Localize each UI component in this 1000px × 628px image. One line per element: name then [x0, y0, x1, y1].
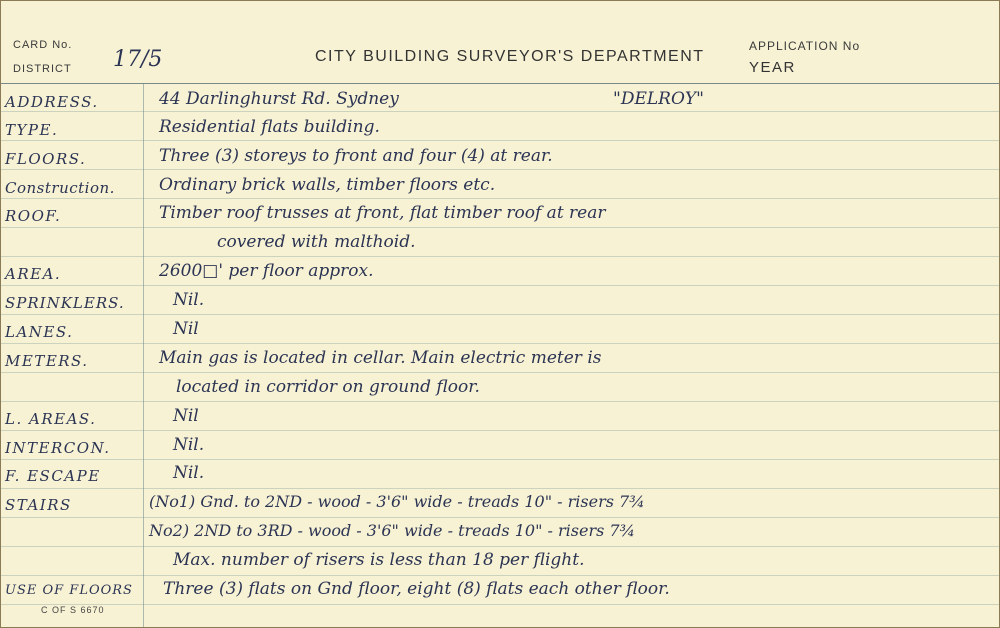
floors-value: Three (3) storeys to front and four (4) at rear.: [159, 146, 553, 166]
l-areas-value: Nil: [173, 406, 199, 426]
district-value: 17/5: [113, 47, 163, 72]
construction-value: Ordinary brick walls, timber floors etc.: [159, 175, 496, 195]
use-of-floors-label: USE OF FLOORS: [5, 583, 133, 598]
construction-label: Construction.: [5, 179, 115, 197]
stairs-value-3: Max. number of risers is less than 18 per flight.: [173, 550, 585, 570]
address-value: 44 Darlinghurst Rd. Sydney: [159, 89, 399, 109]
form-code: C OF S 6670: [41, 605, 105, 615]
floors-label: FLOORS.: [5, 150, 87, 168]
intercon-value: Nil.: [173, 435, 205, 455]
year-label: YEAR: [749, 59, 796, 76]
stairs-label: STAIRS: [5, 496, 72, 514]
f-escape-value: Nil.: [173, 463, 205, 483]
district-label: DISTRICT: [13, 63, 72, 75]
use-of-floors-value: Three (3) flats on Gnd floor, eight (8) flats each other floor.: [163, 579, 670, 599]
roof-value-continued: covered with malthoid.: [217, 232, 416, 252]
card-header: [1, 1, 1000, 84]
intercon-label: INTERCON.: [5, 439, 111, 457]
roof-value: Timber roof trusses at front, flat timber roof at rear: [159, 203, 606, 223]
address-label: ADDRESS.: [5, 93, 99, 111]
lanes-value: Nil: [173, 319, 199, 339]
area-value: 2600□' per floor approx.: [159, 261, 374, 281]
sprinklers-value: Nil.: [173, 290, 205, 310]
meters-value-continued: located in corridor on ground floor.: [176, 377, 480, 397]
department-title: CITY BUILDING SURVEYOR'S DEPARTMENT: [315, 48, 705, 65]
type-label: TYPE.: [5, 121, 59, 139]
area-label: AREA.: [5, 265, 62, 283]
sprinklers-label: SPRINKLERS.: [5, 294, 125, 312]
l-areas-label: L. AREAS.: [5, 410, 97, 428]
building-name: "DELROY": [613, 89, 704, 109]
label-column-divider: [143, 83, 144, 628]
stairs-value-1: (No1) Gnd. to 2ND - wood - 3'6" wide - treads 10" - risers 7¾: [149, 492, 645, 511]
lanes-label: LANES.: [5, 323, 74, 341]
roof-label: ROOF.: [5, 207, 62, 225]
card-no-label: CARD No.: [13, 39, 73, 51]
type-value: Residential flats building.: [159, 117, 380, 137]
meters-label: METERS.: [5, 352, 89, 370]
meters-value: Main gas is located in cellar. Main electric meter is: [159, 348, 602, 368]
f-escape-label: F. ESCAPE: [5, 467, 101, 485]
application-no-label: APPLICATION No: [749, 39, 861, 53]
stairs-value-2: No2) 2ND to 3RD - wood - 3'6" wide - treads 10" - risers 7¾: [149, 521, 636, 540]
